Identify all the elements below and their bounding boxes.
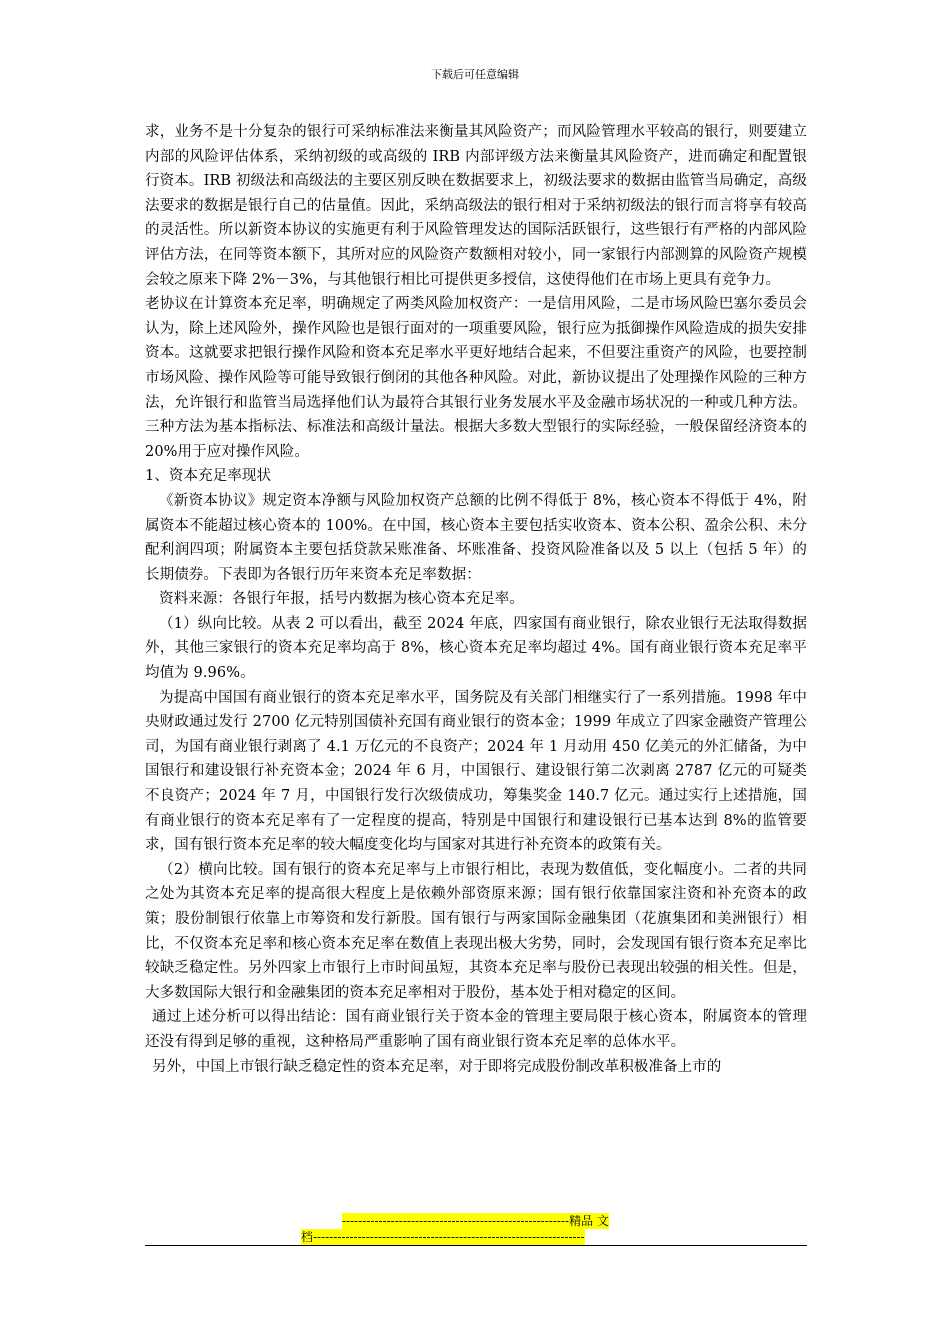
paragraph-measures: 为提高中国国有商业银行的资本充足率水平，国务院及有关部门相继实行了一系列措施。1998 年中央财政通过发行 2700 亿元特别国债补充国有商业银行的资本金；1999 年成立了四家金融资产管理公司，为国有商业银行剥离了 4.1 万亿元的不良资产；2024 年 1 月动用 450 亿美元的外汇储备，为中国银行和建设银行补充资本金；2024 年 6 月，中国银行、建设银行第二次剥离 2787 亿元的可疑类不良资产；2024 年 7 月，中国银行发行次级债成功，筹集奖金 140.7 亿元。通过实行上述措施，国有商业银行的资本充足率有了一定程度的提高，特别是中国银行和建设银行已基本达到 8%的监管要求，国有银行资本充足率的较大幅度变化均与国家对其进行补充资本的政策有关。 [145,689,807,854]
paragraph-vertical-comparison: （1）纵向比较。从表 2 可以看出，截至 2024 年底，四家国有商业银行，除农业银行无法取得数据外，其他三家银行的资本充足率均高于 8%，核心资本充足率均超过 4%。国有商业银行资本充足率平均值为 9.96%。 [145,615,807,682]
page-header: 下载后可任意编辑 [431,68,519,81]
paragraph-operational-risk: 老协议在计算资本充足率，明确规定了两类风险加权资产：一是信用风险，二是市场风险巴塞尔委员会认为，除上述风险外，操作风险也是银行面对的一项重要风险，银行应为抵御操作风险造成的损失安排资本。这就要求把银行操作风险和资本充足率水平更好地结合起来，不但要注重资产的风险，也要控制市场风险、操作风险等可能导致银行倒闭的其他各种风险。对此，新协议提出了处理操作风险的三种方法，允许银行和监管当局选择他们认为最符合其银行业务发展水平及金融市场状况的一种或几种方法。三种方法为基本指标法、标准法和高级计量法。根据大多数大型银行的实际经验，一般保留经济资本的 20%用于应对操作风险。 [145,296,807,460]
paragraph-irb: 求，业务不是十分复杂的银行可采纳标准法来衡量其风险资产；而风险管理水平较高的银行，则要建立内部的风险评估体系，采纳初级的或高级的 IRB 内部评级方法来衡量其风险资产，进而确定和配置银行资本。IRB 初级法和高级法的主要区别反映在数据要求上，初级法要求的数据由监管当局确定，高级法要求的数据是银行自己的估量值。因此，采纳高级法的银行相对于采纳初级法的银行而言将享有较高的灵活性。所以新资本协议的实施更有利于风险管理发达的国际活跃银行，这些银行有严格的内部风险评估方法，在同等资本额下，其所对应的风险资产数额相对较小，同一家银行内部测算的风险资产规模会较之原来下降 2%－3%，与其他银行相比可提供更多授信，这使得他们在市场上更具有竞争力。 [145,124,807,288]
paragraph-data-source: 资料来源：各银行年报，括号内数据为核心资本充足率。 [159,591,524,608]
section-heading: 1、资本充足率现状 [145,468,272,485]
paragraph-horizontal-comparison: （2）横向比较。国有银行的资本充足率与上市银行相比，表现为数值低，变化幅度小。二者的共同之处为其资本充足率的提高很大程度上是依赖外部资原来源；国有银行依靠国家注资和补充资本的政策；股份制银行依靠上市筹资和发行新股。国有银行与两家国际金融集团（花旗集团和美洲银行）相比，不仅资本充足率和核心资本充足率在数值上表现出极大劣势，同时，会发现国有银行资本充足率比较缺乏稳定性。另外四家上市银行上市时间虽短，其资本充足率与股份已表现出较强的相关性。但是，大多数国际大银行和金融集团的资本充足率相对于股份，基本处于相对稳定的区间。 [145,861,807,1001]
footer-watermark-line2: 档------------------------------------------------------------------- [301,1230,585,1244]
paragraph-capital-accord: 《新资本协议》规定资本净额与风险加权资产总额的比例不得低于 8%，核心资本不得低于 4%，附属资本不能超过核心资本的 100%。在中国，核心资本主要包括实收资本、资本公积、盈余公积、未分配利润四项；附属资本主要包括贷款呆账准备、坏账准备、投资风险准备以及 5 以上（包括 5 年）的长期债券。下表即为各银行历年来资本充足率数据： [145,492,807,583]
paragraph-listed-banks: 另外，中国上市银行缺乏稳定性的资本充足率，对于即将完成股份制改革积极准备上市的 [152,1058,722,1075]
footer-divider [145,1245,807,1246]
document-body [145,120,807,1079]
paragraph-conclusion: 通过上述分析可以得出结论：国有商业银行关于资本金的管理主要局限于核心资本，附属资本的管理还没有得到足够的重视，这种格局严重影响了国有商业银行资本充足率的总体水平。 [145,1009,807,1050]
footer-watermark-line1: --------------------------------------------------------精品 文 [342,1214,609,1228]
